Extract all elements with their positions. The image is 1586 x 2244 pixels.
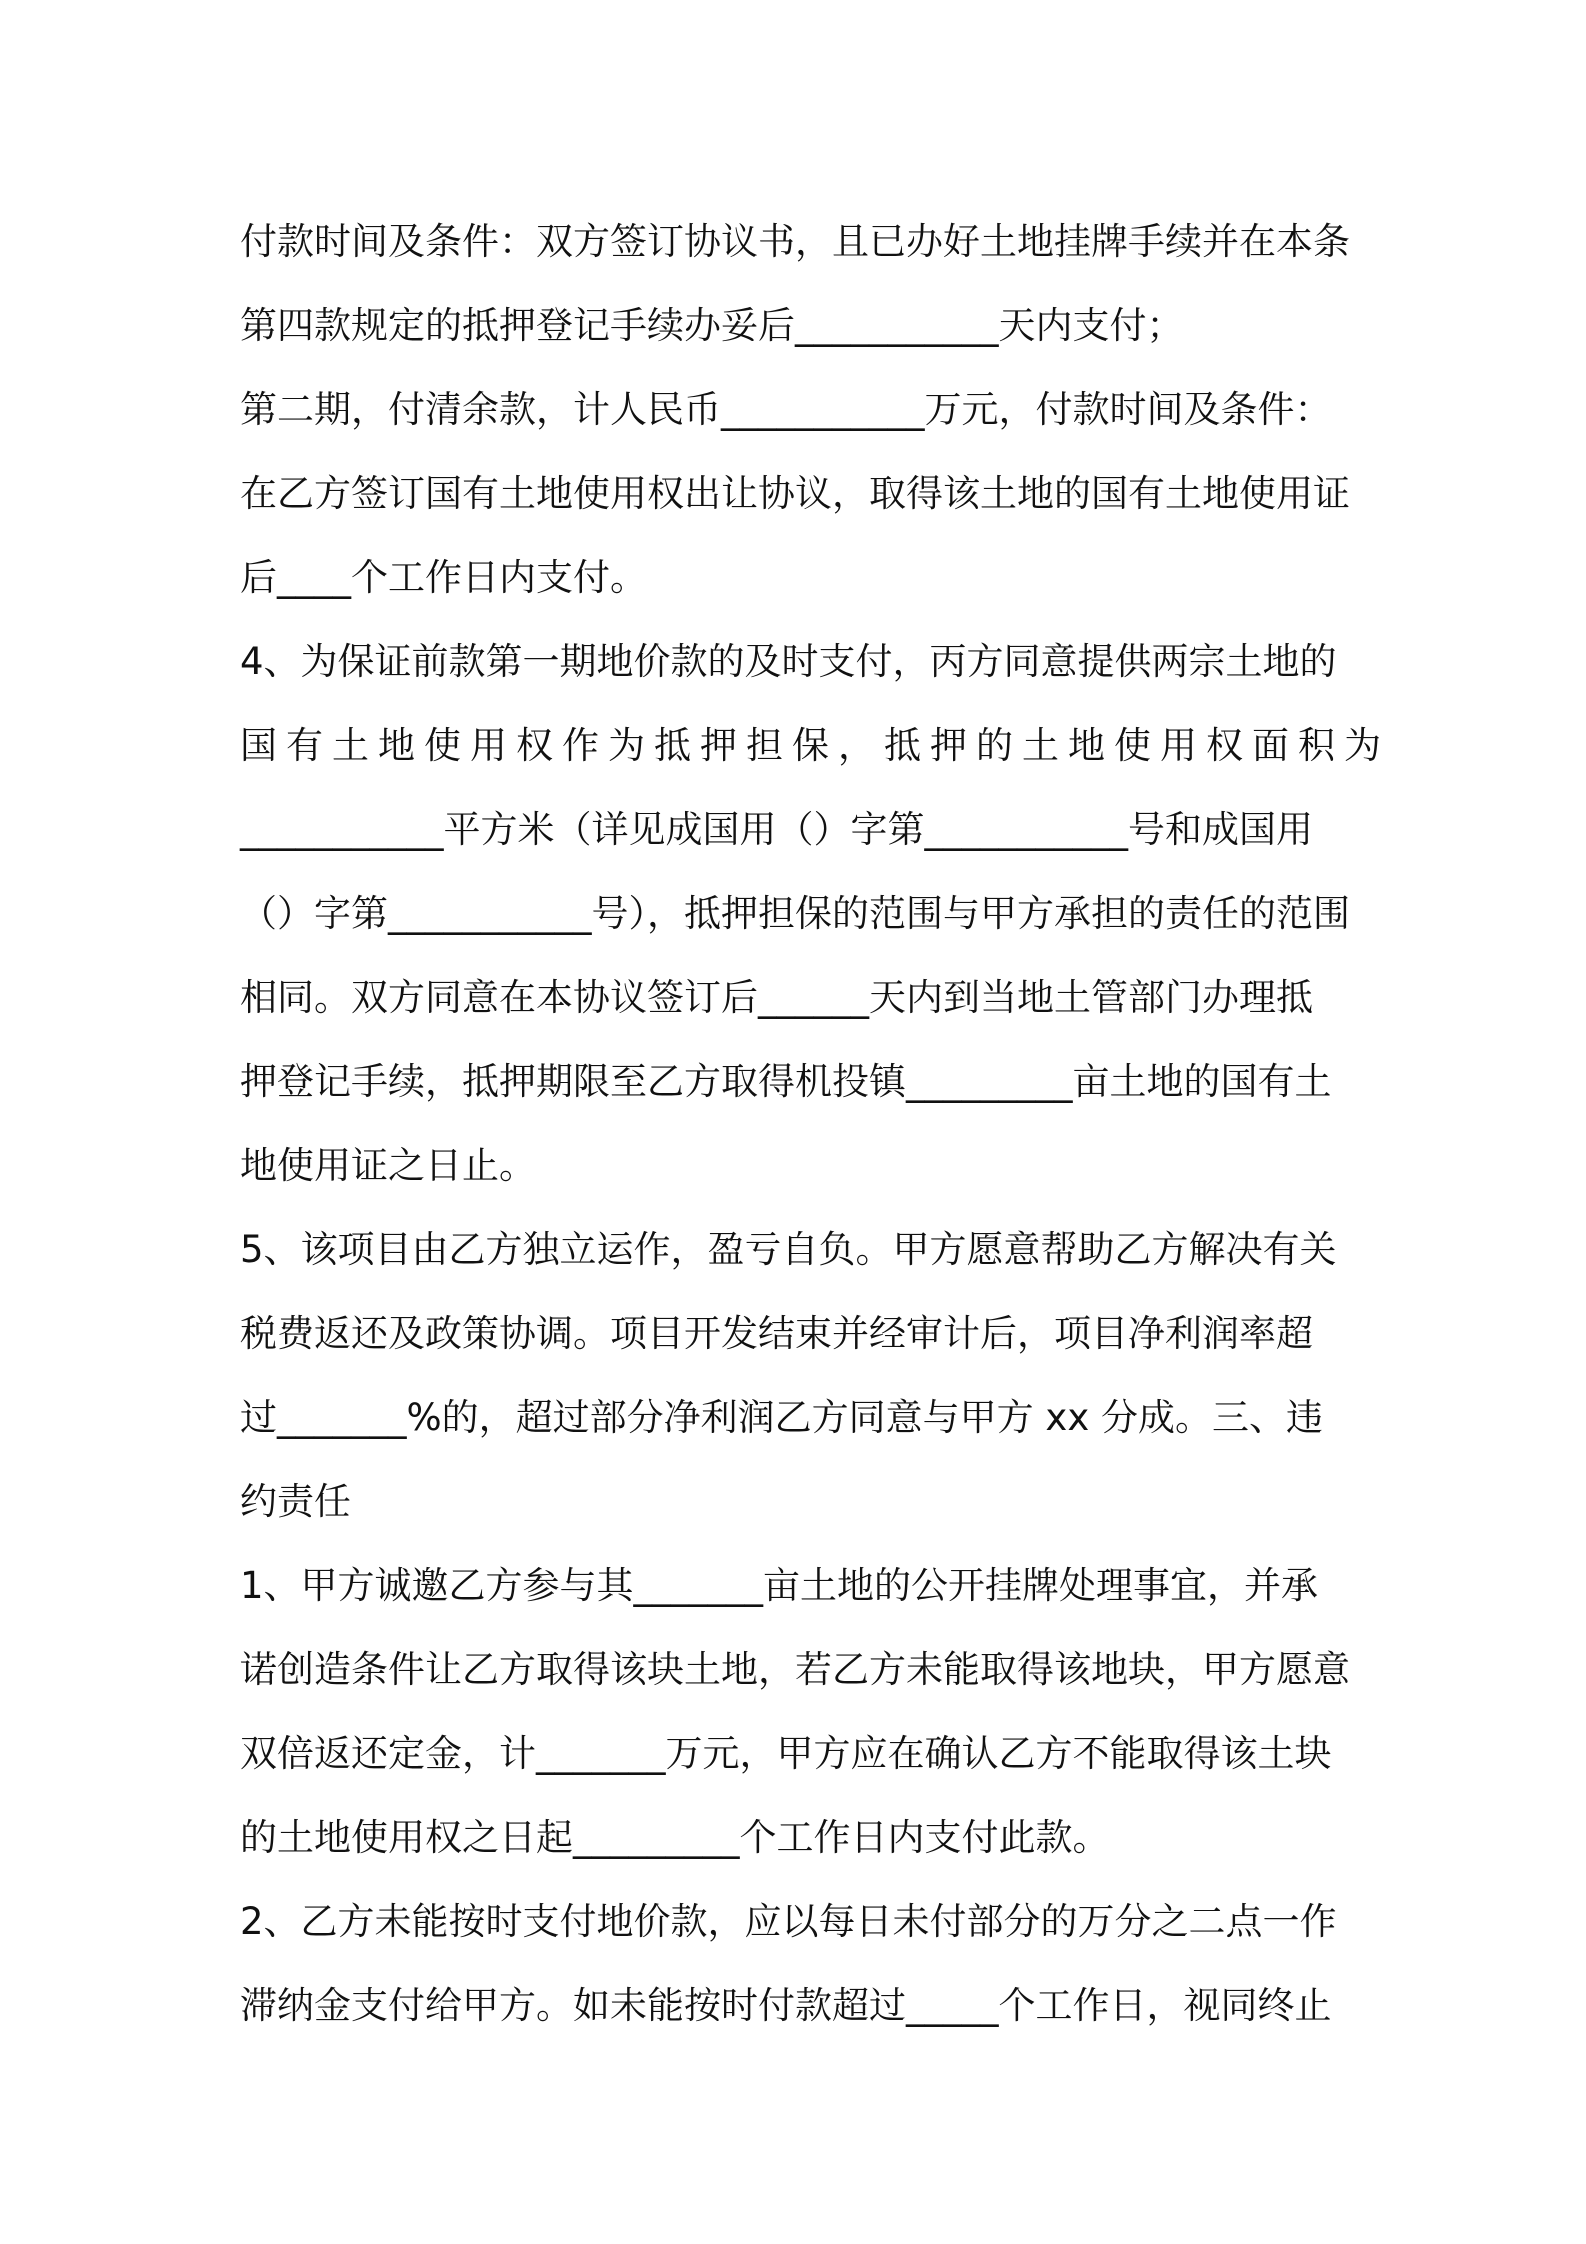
- text-line: 过_______%的，超过部分净利润乙方同意与甲方 xx 分成。三、违: [240, 1396, 1323, 1439]
- text-line: 双倍返还定金，计_______万元，甲方应在确认乙方不能取得该土块: [240, 1732, 1332, 1775]
- text-line: 在乙方签订国有土地使用权出让协议，取得该土地的国有土地使用证: [240, 472, 1350, 515]
- text-line: 5、该项目由乙方独立运作，盈亏自负。甲方愿意帮助乙方解决有关: [240, 1228, 1337, 1271]
- text-line: 2、乙方未能按时支付地价款，应以每日未付部分的万分之二点一作: [240, 1900, 1337, 1943]
- text-line: 诺创造条件让乙方取得该块土地，若乙方未能取得该地块，甲方愿意: [240, 1648, 1350, 1691]
- text-line: 押登记手续，抵押期限至乙方取得机投镇_________亩土地的国有土: [240, 1060, 1332, 1103]
- document-body: [240, 200, 1390, 2048]
- text-line: （）字第___________号），抵押担保的范围与甲方承担的责任的范围: [240, 892, 1350, 935]
- text-line: 4、为保证前款第一期地价款的及时支付，丙方同意提供两宗土地的: [240, 640, 1337, 683]
- text-line: 地使用证之日止。: [240, 1144, 536, 1187]
- text-line: 约责任: [240, 1480, 351, 1523]
- text-line: 滞纳金支付给甲方。如未能按时付款超过_____个工作日，视同终止: [240, 1984, 1332, 2027]
- text-line: 国有土地使用权作为抵押担保，抵押的土地使用权面积为: [240, 724, 1390, 767]
- text-line: 税费返还及政策协调。项目开发结束并经审计后，项目净利润率超: [240, 1312, 1313, 1355]
- text-line: 的土地使用权之日起_________个工作日内支付此款。: [240, 1816, 1110, 1859]
- text-line: 第二期，付清余款，计人民币___________万元，付款时间及条件：: [240, 388, 1332, 431]
- text-line: ___________平方米（详见成国用（）字第___________号和成国用: [240, 808, 1313, 851]
- text-line: 付款时间及条件：双方签订协议书，且已办好土地挂牌手续并在本条: [240, 220, 1350, 263]
- text-line: 相同。双方同意在本协议签订后______天内到当地土管部门办理抵: [240, 976, 1313, 1019]
- text-line: 第四款规定的抵押登记手续办妥后___________天内支付；: [240, 304, 1184, 347]
- text-line: 1、甲方诚邀乙方参与其_______亩土地的公开挂牌处理事宜，并承: [240, 1564, 1319, 1607]
- text-line: 后____个工作日内支付。: [240, 556, 647, 599]
